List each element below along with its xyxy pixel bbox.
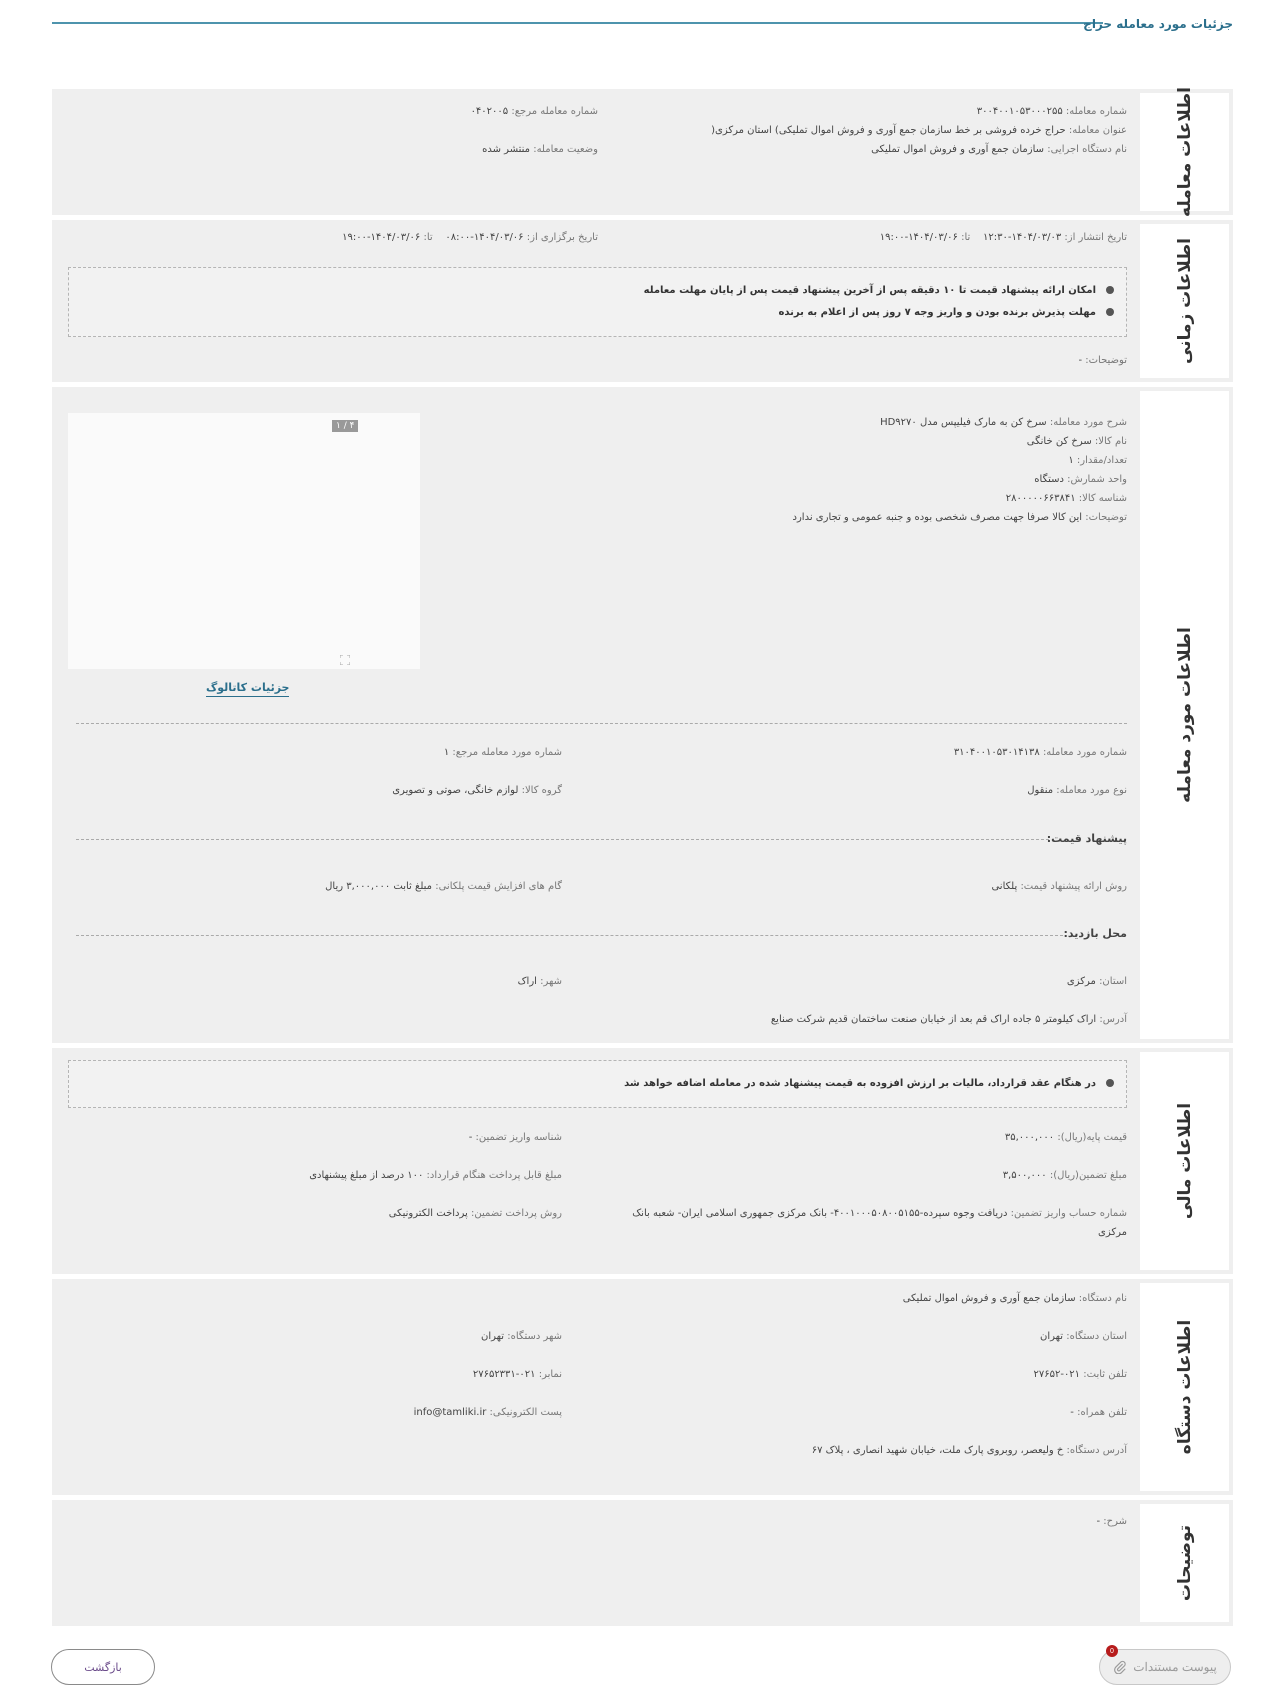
field-deal-number: شماره معامله: ۳۰۰۴۰۰۱۰۵۳۰۰۰۲۵۵	[976, 106, 1127, 117]
section-financial-info	[52, 1048, 1233, 1274]
attachments-label: پیوست مستندات	[1133, 1660, 1217, 1674]
field-item-desc: شرح مورد معامله: سرخ کن به مارک فیلیپس مدل HD۹۲۷۰	[880, 417, 1127, 428]
gallery-pager: ۴ / ۱	[332, 420, 358, 432]
note-item: امکان ارائه پیشنهاد قیمت تا ۱۰ دقیقه پس از آخرین پیشنهاد قیمت پس از پایان مهلت معامله	[644, 285, 1114, 296]
image-gallery[interactable]	[68, 413, 420, 669]
field-guarantee-amount: مبلغ تضمین(ریال): ۳,۵۰۰,۰۰۰	[1002, 1170, 1127, 1181]
field-org-province: استان دستگاه: تهران	[1039, 1331, 1127, 1342]
field-item-number: شماره مورد معامله: ۳۱۰۴۰۰۱۰۵۳۰۱۴۱۳۸	[953, 747, 1127, 758]
field-goods-id: شناسه کالا: ۲۸۰۰۰۰۰۶۶۳۸۴۱	[1005, 493, 1127, 504]
price-offer-heading: پیشنهاد قیمت:	[1046, 832, 1127, 845]
field-goods-name: نام کالا: سرخ کن خانگی	[1026, 436, 1127, 447]
divider	[76, 935, 1063, 936]
expand-icon[interactable]	[340, 655, 350, 665]
note-item: مهلت پذیرش برنده بودن و واریز وجه ۷ روز پس از اعلام به برنده	[778, 307, 1114, 318]
divider	[76, 839, 1049, 840]
bullet-icon	[1106, 286, 1114, 294]
field-hold-date: تاریخ برگزاری از: ۱۴۰۴/۰۳/۰۶-۰۸:۰۰ تا: ۱۴۰۴/۰۳/۰۶-۱۹:۰۰	[342, 232, 598, 243]
tab-time-info: اطلاعات زمانی	[1140, 224, 1229, 378]
tab-org-info: اطلاعات دستگاه	[1140, 1283, 1229, 1491]
section-deal-info	[52, 86, 1233, 218]
field-goods-group: گروه کالا: لوازم خانگی، صوتی و تصویری	[392, 785, 562, 796]
financial-note-box	[68, 1060, 1127, 1108]
field-goods-note: توضیحات: این کالا صرفا جهت مصرف شخصی بوده و جنبه عمومی و تجاری ندارد	[792, 512, 1127, 523]
field-province: استان: مرکزی	[1066, 976, 1127, 987]
section-description	[52, 1500, 1233, 1626]
field-executor: نام دستگاه اجرایی: سازمان جمع آوری و فروش اموال تملیکی	[871, 144, 1127, 155]
field-base-price: قیمت پایه(ریال): ۳۵,۰۰۰,۰۰۰	[1004, 1132, 1127, 1143]
page-header	[52, 14, 1233, 34]
tab-description: توضیحات	[1140, 1504, 1229, 1622]
divider	[76, 723, 1127, 724]
field-time-description: توضیحات: -	[1078, 355, 1127, 366]
section-org-info	[52, 1279, 1233, 1495]
field-step: گام های افزایش قیمت پلکانی: مبلغ ثابت ۳,۰۰۰,۰۰۰ ریال	[325, 881, 562, 892]
field-payable: مبلغ قابل پرداخت هنگام قرارداد: ۱۰۰ درصد از مبلغ پیشنهادی	[309, 1170, 562, 1181]
field-mobile: تلفن همراه: -	[1070, 1407, 1127, 1418]
time-notes-box	[68, 267, 1127, 337]
tab-financial-info: اطلاعات مالی	[1140, 1052, 1229, 1270]
tab-item-info: اطلاعات مورد معامله	[1140, 391, 1229, 1039]
field-quantity: تعداد/مقدار: ۱	[1068, 455, 1127, 466]
field-phone: تلفن ثابت: ۰۲۱-۲۷۶۵۲	[1033, 1369, 1127, 1380]
field-desc: شرح: -	[1096, 1516, 1127, 1527]
field-fax: نمابر: ۰۲۱-۲۷۶۵۲۳۳۱	[472, 1369, 562, 1380]
field-payment-method: روش پرداخت تضمین: پرداخت الکترونیکی	[388, 1208, 562, 1219]
field-unit: واحد شمارش: دستگاه	[1034, 474, 1127, 485]
attachments-badge: 0	[1106, 1645, 1118, 1657]
field-ref-item-number: شماره مورد معامله مرجع: ۱	[443, 747, 562, 758]
bullet-icon	[1106, 308, 1114, 316]
bullet-icon	[1106, 1079, 1114, 1087]
field-city: شهر: اراک	[517, 976, 562, 987]
note-item: در هنگام عقد قرارداد، مالیات بر ارزش افزوده به قیمت پیشنهاد شده در معامله اضافه خواهد شد	[624, 1078, 1114, 1089]
tab-deal-info: اطلاعات معامله	[1140, 93, 1229, 211]
attachments-button[interactable]	[1099, 1649, 1231, 1685]
field-org-city: شهر دستگاه: تهران	[481, 1331, 562, 1342]
field-org-name: نام دستگاه: سازمان جمع آوری و فروش اموال تملیکی	[902, 1293, 1127, 1304]
visit-heading: محل بازدید:	[1063, 927, 1127, 940]
field-status: وضعیت معامله: منتشر شده	[482, 144, 598, 155]
field-guarantee-id: شناسه واریز تضمین: -	[468, 1132, 562, 1143]
section-time-info	[52, 220, 1233, 382]
field-email: پست الکترونیکی: info@tamliki.ir	[413, 1407, 562, 1418]
catalog-details-link[interactable]: جزئیات کاتالوگ	[206, 681, 289, 697]
field-publish-date: تاریخ انتشار از: ۱۴۰۴/۰۳/۰۳-۱۲:۳۰ تا: ۱۴۰۴/۰۳/۰۶-۱۹:۰۰	[879, 232, 1127, 243]
field-offer-method: روش ارائه پیشنهاد قیمت: پلکانی	[991, 881, 1127, 892]
field-org-address: آدرس دستگاه: خ ولیعصر، روبروی پارک ملت، خیابان شهید انصاری ، پلاک ۶۷	[811, 1445, 1127, 1456]
page-title: جزئیات مورد معامله حراج	[1083, 17, 1233, 31]
field-ref-number: شماره معامله مرجع: ۰۴۰۲۰۰۵	[470, 106, 598, 117]
header-line	[52, 22, 1103, 24]
field-address: آدرس: اراک کیلومتر ۵ جاده اراک قم بعد از خیابان صنعت ساختمان قدیم شرکت صنایع	[770, 1014, 1127, 1025]
back-button[interactable]: بازگشت	[51, 1649, 155, 1685]
field-account-line2: مرکزی	[1098, 1227, 1127, 1238]
paperclip-icon	[1113, 1660, 1127, 1674]
field-item-type: نوع مورد معامله: منقول	[1027, 785, 1127, 796]
field-deal-title: عنوان معامله: حراج خرده فروشی بر خط سازمان جمع آوری و فروش اموال تملیکی) استان مرکزی(	[711, 125, 1127, 136]
section-item-info	[52, 387, 1233, 1043]
field-account: شماره حساب واریز تضمین: دریافت وجوه سپرده-۴۰۰۱۰۰۰۵۰۸۰۰۵۱۵۵- بانک مرکزی جمهوری اسلامی ایران- شعبه بانک	[632, 1208, 1127, 1219]
